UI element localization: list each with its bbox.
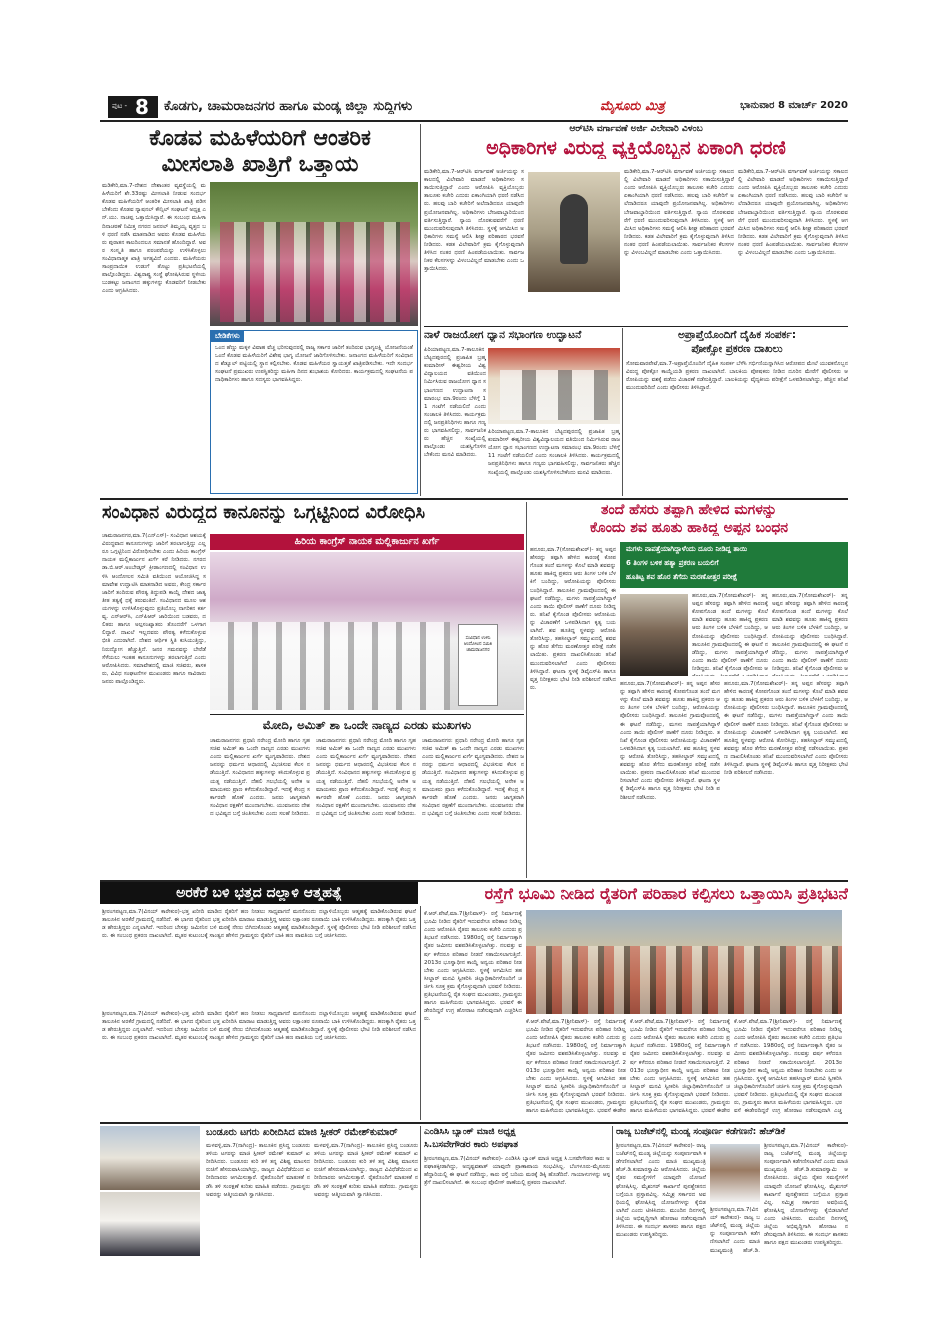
section-title: ಕೊಡಗು, ಚಾಮರಾಜನಗರ ಹಾಗೂ ಮಂಡ್ಯ ಜಿಲ್ಲಾ ಸುದ್ದಿಗಳು (164, 99, 413, 114)
column-divider (526, 502, 527, 878)
demands-body: ಒಂದ ಹೆಣ್ಣು ಮಕ್ಕಳ ವಿವಾಹ ವೆಚ್ಚ ಭರಿಸುವುದರಲ್ಲಿ ರಾಜ್ಯ ಸರ್ಕಾರ ಜಾರಿಗೆ ತಂದಿರುವ ಭಾಗ್ಯಲಕ್ಷ್ಮಿ ಯೋಜನೆಯಂತೆ ಒಂದೆ ಕೊಡವ ಮಹಿಳೆಯರಿಗೆ ವಿಶೇಷ ಭಾಗ್ಯ ಯೋಜನೆ ಜಾರಿಗೊಳಿಸಬೇಕು. ಜನಾಂಗದ ಮಹಿಳೆಯರಿಗೆ ಸಂವಿಧಾನದ ಶೆಡ್ಯೂಲ್ ಪಟ್ಟಿಯಲ್ಲಿ ಸ್ಥಾನ ಕಲ್ಪಿಸಬೇಕು. ಕೊಡವ ಮಹಿಳೆಯರ ಸ್ವಾಯತ್ತತೆ ಖಾತ್ರಿಪಡಿಸಬೇಕು. ಇದೇ ಸಂದರ್ಭ ಸಂಘಟನೆ ಪ್ರಮುಖರು ಉಪಸ್ಥಿತರಿದ್ದು ಮಹಿಳಾ ದಿನದ ಶುಭಾಶಯ ಕೋರಿದರು. ಕಾರ್ಯಕ್ರಮದಲ್ಲಿ ಸಂಘಟನೆಯ ಪದಾಧಿಕಾರಿಗಳು ಹಾಗೂ ಸದಸ್ಯರು ಭಾಗವಹಿಸಿದ್ದರು. (215, 345, 413, 384)
story-hdk-budget (616, 1126, 848, 1258)
story-body-cont: ಮಳವಳ್ಳಿ,ಮಾ.7(ನಾಗಿಂದ್ರ)- ತಾಲೂಕಿನ ಪ್ರಸಿದ್ಧ ಬಂಡೂರು ತಳಿಯ ಟಗರನ್ನು ಮಾಜಿ ಸ್ಪೀಕರ್ ರಮೇಶ್ ಕುಮಾರ್ ಖರೀದಿಸಿದರು. ಬಂಡೂರು ಕುರಿ ತಳಿ ತನ್ನ ವಿಶಿಷ್ಟ ಮಾಂಸದ ರುಚಿಗೆ ಹೆಸರುವಾಸಿಯಾಗಿದ್ದು, ರಾಜ್ಯದ ವಿವಿಧೆಡೆಯಿಂದ ಖರೀದಿದಾರರು ಆಗಮಿಸುತ್ತಾರೆ. ರೈತರೊಂದಿಗೆ ಮಾತುಕತೆ ನಡೆಸಿ ತಳಿ ಸಂರಕ್ಷಣೆ ಕುರಿತು ಮಾಹಿತಿ ಪಡೆದರು. ಗ್ರಾಮಸ್ಥರು ಅವರನ್ನು ಆತ್ಮೀಯವಾಗಿ ಸ್ವಾಗತಿಸಿದರು. (314, 1143, 418, 1198)
story-kicker: ಆರ್‌ಟಿಸಿ ವರ್ಗಾವಣೆ ಅರ್ಜಿ ವಿಲೇವಾರಿ ವಿಳಂಬ (569, 124, 703, 134)
story-rajayoga (424, 328, 620, 496)
story-body-cont2: ಹನೂರು,ಮಾ.7(ಸೋಮಶೇಖರ್)- ತನ್ನ ಅಪ್ಪನ ಹೆಸರನ್ನು ತಪ್ಪಾಗಿ ಹೇಳಿದ ಕಾರಣಕ್ಕೆ ಕೋಪಗೊಂಡ ತಂದೆ ಮಗಳನ್ನು ಕೊಲೆ ಮಾಡಿ ಶವವನ್ನು ಹೂತು ಹಾಕಿದ್ದ ಪ್ರಕರಣ ಆರು ತಿಂಗಳ ಬಳಿಕ ಬೆಳಕಿಗೆ ಬಂದಿದ್ದು, ಆರೋಪಿಯನ್ನು ಪೊಲೀಸರು ಬಂಧಿಸಿದ್ದಾರೆ. ತಾಲೂಕಿನ ಗ್ರಾಮವೊಂದರಲ್ಲಿ ಈ ಘಟನೆ ನಡೆದಿದ್ದು, ಮಗಳು ನಾಪತ್ತೆಯಾಗಿದ್ದಾಳೆ ಎಂದು ತಾಯಿ ಪೊಲೀಸ್ ಠಾಣೆಗೆ ದೂರು ನೀಡಿದ್ದರು. ತನಿಖೆ ಕೈಗೊಂಡ ಪೊಲೀಸರು ಆ (692, 593, 768, 672)
story-body: ಚಾಮರಾಜನಗರ,ಮಾ.7(ಎನ್‌ಎಸ್)- ಸಂವಿಧಾನ ಆಶಯಕ್ಕೆ ವಿರುದ್ಧವಾದ ಕಾನೂನುಗಳನ್ನು ಜಾರಿಗೆ ತರಲಾಗುತ್ತಿದ್ದು ಎಲ್ಲರೂ ಒಗ್ಗಟ್ಟಿನಿಂದ ವಿರೋಧಿಸಬೇಕು ಎಂದು ಹಿರಿಯ ಕಾಂಗ್ರೆಸ್ ನಾಯಕ ಮಲ್ಲಿಕಾರ್ಜುನ ಖರ್ಗೆ ಕರೆ ನೀಡಿದರು. ನಗರದ ಡಾ.ಬಿ.ಆರ್.ಅಂಬೇಡ್ಕರ್ ಕ್ರೀಡಾಂಗಣದಲ್ಲಿ ಸಂವಿಧಾನ ಉಳಿಸಿ ಆಂದೋಲನ ಸಮಿತಿ ವತಿಯಿಂದ ಆಯೋಜಿಸಿದ್ದ ಸಮಾವೇಶ ಉದ್ಘಾಟಿಸಿ ಮಾತನಾಡಿದ ಅವರು, ಕೇಂದ್ರ ಸರ್ಕಾರ ಜಾರಿಗೆ ತಂದಿರುವ ಪೌರತ್ವ ತಿದ್ದುಪಡಿ ಕಾಯ್ದೆ ದೇಶದ ಜಾತ್ಯತೀತ ತತ್ವಕ್ಕೆ ಧಕ್ಕೆ ತರುವಂತಿದೆ. ಸಂವಿಧಾನದ ಮೂಲ ಆಶಯಗಳನ್ನು ಉಳಿಸಿಕೊಳ್ಳುವುದು ಪ್ರತಿಯೊಬ್ಬ ನಾಗರಿಕನ ಕರ್ತವ್ಯ. ಎನ್‌ಆರ್‌ಸಿ, ಎನ್‌ಪಿಆರ್ ಜಾರಿಯಿಂದ ಬಡವರು, ದಲಿತರು ಹಾಗೂ ಅಲ್ಪಸಂಖ್ಯಾತರು ತೊಂದರೆಗೆ ಒಳಗಾಗಲಿದ್ದಾರೆ. ದಾಖಲೆ ಇಲ್ಲದವರು ಪೌರತ್ವ ಕಳೆದುಕೊಳ್ಳುವ ಭೀತಿ ಎದುರಾಗಿದೆ. ದೇಶದ ಆರ್ಥಿಕ ಸ್ಥಿತಿ ಕುಸಿಯುತ್ತಿದ್ದು, ನಿರುದ್ಯೋಗ ಹೆಚ್ಚುತ್ತಿದೆ. ಜನರ ಗಮನವನ್ನು ಬೇರೆಡೆ ಸೆಳೆಯಲು ಇಂತಹ ಕಾನೂನುಗಳನ್ನು ತರಲಾಗುತ್ತಿದೆ ಎಂದು ಆರೋಪಿಸಿದರು. ಸಮಾವೇಶದಲ್ಲಿ ಮಾಜಿ ಸಚಿವರು, ಶಾಸಕರು, ವಿವಿಧ ಸಂಘಟನೆಗಳ ಮುಖಂಡರು ಹಾಗೂ ಸಾವಿರಾರು ಜನರು ಪಾಲ್ಗೊಂಡಿದ್ದರು. (102, 533, 206, 685)
story-headline: ಬಂಡೂರು ಟಗರು ಖರೀದಿಸಿದ ಮಾಜಿ ಸ್ಪೀಕರ್ ರಮೇಶ್‌ಕುಮಾರ್ (206, 1127, 398, 1138)
sub-story-body-cont: ಚಾಮರಾಜನಗರ: ಪ್ರಧಾನಿ ನರೇಂದ್ರ ಮೋದಿ ಹಾಗೂ ಗೃಹ ಸಚಿವ ಅಮಿತ್ ಶಾ ಒಂದೇ ನಾಣ್ಯದ ಎರಡು ಮುಖಗಳು ಎಂದು ಮಲ್ಲಿಕಾರ್ಜುನ ಖರ್ಗೆ ವ್ಯಂಗ್ಯವಾಡಿದರು. ದೇಶದ ಜನರನ್ನು ಧರ್ಮದ ಆಧಾರದಲ್ಲಿ ವಿಭಜಿಸುವ ಕೆಲಸ ನಡೆಯುತ್ತಿದೆ. ಸಂವಿಧಾನದ ಹಕ್ಕುಗಳನ್ನು ಕಸಿದುಕೊಳ್ಳುವ ಪ್ರಯತ್ನ ನಡೆಯುತ್ತಿದೆ. ದೆಹಲಿ ಗಲಭೆಯಲ್ಲಿ ಅನೇಕ ಅಮಾಯಕರು ಪ್ರಾಣ ಕಳೆದುಕೊಂಡಿದ್ದಾರೆ. ಇದಕ್ಕೆ ಕೇಂದ್ರ ಸರ್ಕಾರವೇ ಹೊಣೆ ಎಂದರು. ಜನರು ಜಾಗೃತರಾಗಿ ಸಂವಿಧಾನ ರಕ್ಷಣೆಗೆ ಮುಂದಾಗಬೇಕು. ಯುವಜನರು ದೇಶದ ಭವಿಷ್ಯದ ಬಗ್ಗೆ ಚಿಂತಿಸಬೇಕು ಎಂದು ಸಲಹೆ ನೀಡಿದರು. (316, 738, 416, 817)
photo-figures (220, 222, 410, 322)
sub-story-body: ಚಾಮರಾಜನಗರ: ಪ್ರಧಾನಿ ನರೇಂದ್ರ ಮೋದಿ ಹಾಗೂ ಗೃಹ ಸಚಿವ ಅಮಿತ್ ಶಾ ಒಂದೇ ನಾಣ್ಯದ ಎರಡು ಮುಖಗಳು ಎಂದು ಮಲ್ಲಿಕಾರ್ಜುನ ಖರ್ಗೆ ವ್ಯಂಗ್ಯವಾಡಿದರು. ದೇಶದ ಜನರನ್ನು ಧರ್ಮದ ಆಧಾರದಲ್ಲಿ ವಿಭಜಿಸುವ ಕೆಲಸ ನಡೆಯುತ್ತಿದೆ. ಸಂವಿಧಾನದ ಹಕ್ಕುಗಳನ್ನು ಕಸಿದುಕೊಳ್ಳುವ ಪ್ರಯತ್ನ ನಡೆಯುತ್ತಿದೆ. ದೆಹಲಿ ಗಲಭೆಯಲ್ಲಿ ಅನೇಕ ಅಮಾಯಕರು ಪ್ರಾಣ ಕಳೆದುಕೊಂಡಿದ್ದಾರೆ. ಇದಕ್ಕೆ ಕೇಂದ್ರ ಸರ್ಕಾರವೇ ಹೊಣೆ ಎಂದರು. ಜನರು ಜಾಗೃತರಾಗಿ ಸಂವಿಧಾನ ರಕ್ಷಣೆಗೆ ಮುಂದಾಗಬೇಕು. ಯುವಜನರು ದೇಶದ ಭವಿಷ್ಯದ ಬಗ್ಗೆ ಚಿಂತಿಸಬೇಕು ಎಂದು ಸಲಹೆ ನೀಡಿದರು. (210, 738, 310, 817)
story-body: ಮಡಿಕೇರಿ,ಮಾ.7-ಆರ್‌ಟಿಸಿ ವರ್ಗಾವಣೆ ಅರ್ಜಿಯನ್ನು ಸಕಾಲದಲ್ಲಿ ವಿಲೇವಾರಿ ಮಾಡದೆ ಅಧಿಕಾರಿಗಳು ಸತಾಯಿಸುತ್ತಿದ್ದಾರೆ ಎಂದು ಆರೋಪಿಸಿ ವ್ಯಕ್ತಿಯೊಬ್ಬರು ತಾಲೂಕು ಕಚೇರಿ ಎದುರು ಏಕಾಂಗಿಯಾಗಿ ಧರಣಿ ನಡೆಸಿದರು. ಹಲವು ಬಾರಿ ಕಚೇರಿಗೆ ಅಲೆದಾಡಿದರೂ ಯಾವುದೇ ಪ್ರಯೋಜನವಾಗಿಲ್ಲ. ಅಧಿಕಾರಿಗಳು ಬೇಜವಾಬ್ದಾರಿಯಿಂದ ವರ್ತಿಸುತ್ತಿದ್ದಾರೆ. ನ್ಯಾಯ ದೊರಕುವವರೆಗೆ ಧರಣಿ ಮುಂದುವರಿಸುವುದಾಗಿ ತಿಳಿಸಿದರು. ಸ್ಥಳಕ್ಕೆ ಆಗಮಿಸಿದ ಅಧಿಕಾರಿಗಳು ಸಮಸ್ಯೆ ಆಲಿಸಿ ಶೀಘ್ರ ಪರಿಹಾರದ ಭರವಸೆ ನೀಡಿದರು. ಕಡತ ವಿಲೇವಾರಿಗೆ ಕ್ರಮ ಕೈಗೊಳ್ಳುವುದಾಗಿ ತಿಳಿಸಿದ ನಂತರ ಧರಣಿ ಹಿಂಪಡೆಯಲಾಯಿತು. ಸಾರ್ವಜನಿಕರ ಕೆಲಸಗಳನ್ನು ವಿಳಂಬವಿಲ್ಲದೆ ಮಾಡಬೇಕು ಎಂದು ಒತ್ತಾಯಿಸಿದರು. (424, 169, 524, 273)
podium-sign-line: ಆಂದೋಲನ ಸಮಿತಿ (463, 642, 493, 647)
protest-photo (210, 182, 418, 326)
podium-sign-line: ಚಾಮರಾಜನಗರ (466, 648, 490, 653)
accused-photo (620, 594, 688, 676)
sub-story-box (210, 714, 524, 876)
column-divider (622, 328, 623, 496)
story-constitution (100, 502, 524, 878)
story-headline: ಪೋಕ್ಸೋ ಪ್ರಕರಣ ದಾಖಲು (691, 343, 783, 355)
bullet-point: 6 ತಿಂಗಳ ಬಳಿಕ ಹತ್ಯಾ ಪ್ರಕರಣ ಬಯಲಿಗೆ (626, 559, 719, 567)
story-headline: ಕೊಡವ ಮಹಿಳೆಯರಿಗೆ ಆಂತರಿಕ (149, 126, 371, 151)
demands-box (210, 330, 418, 494)
subhead-bar (210, 534, 524, 550)
sub-story-headline: ಮೋದಿ, ಅಮಿತ್ ಶಾ ಒಂದೇ ನಾಣ್ಯದ ಎರಡು ಮುಖಗಳು (262, 718, 472, 732)
page-label: ಪುಟ - (112, 102, 128, 110)
masthead-rule (100, 120, 848, 122)
sub-story-body-cont2: ಚಾಮರಾಜನಗರ: ಪ್ರಧಾನಿ ನರೇಂದ್ರ ಮೋದಿ ಹಾಗೂ ಗೃಹ ಸಚಿವ ಅಮಿತ್ ಶಾ ಒಂದೇ ನಾಣ್ಯದ ಎರಡು ಮುಖಗಳು ಎಂದು ಮಲ್ಲಿಕಾರ್ಜುನ ಖರ್ಗೆ ವ್ಯಂಗ್ಯವಾಡಿದರು. ದೇಶದ ಜನರನ್ನು ಧರ್ಮದ ಆಧಾರದಲ್ಲಿ ವಿಭಜಿಸುವ ಕೆಲಸ ನಡೆಯುತ್ತಿದೆ. ಸಂವಿಧಾನದ ಹಕ್ಕುಗಳನ್ನು ಕಸಿದುಕೊಳ್ಳುವ ಪ್ರಯತ್ನ ನಡೆಯುತ್ತಿದೆ. ದೆಹಲಿ ಗಲಭೆಯಲ್ಲಿ ಅನೇಕ ಅಮಾಯಕರು ಪ್ರಾಣ ಕಳೆದುಕೊಂಡಿದ್ದಾರೆ. ಇದಕ್ಕೆ ಕೇಂದ್ರ ಸರ್ಕಾರವೇ ಹೊಣೆ ಎಂದರು. ಜನರು ಜಾಗೃತರಾಗಿ ಸಂವಿಧಾನ ರಕ್ಷಣೆಗೆ ಮುಂದಾಗಬೇಕು. ಯುವಜನರು ದೇಶದ ಭವಿಷ್ಯದ ಬಗ್ಗೆ ಚಿಂತಿಸಬೇಕು ಎಂದು ಸಲಹೆ ನೀಡಿದರು. (422, 738, 524, 817)
story-body: ಮಳವಳ್ಳಿ,ಮಾ.7(ನಾಗಿಂದ್ರ)- ತಾಲೂಕಿನ ಪ್ರಸಿದ್ಧ ಬಂಡೂರು ತಳಿಯ ಟಗರನ್ನು ಮಾಜಿ ಸ್ಪೀಕರ್ ರಮೇಶ್ ಕುಮಾರ್ ಖರೀದಿಸಿದರು. ಬಂಡೂರು ಕುರಿ ತಳಿ ತನ್ನ ವಿಶಿಷ್ಟ ಮಾಂಸದ ರುಚಿಗೆ ಹೆಸರುವಾಸಿಯಾಗಿದ್ದು, ರಾಜ್ಯದ ವಿವಿಧೆಡೆಯಿಂದ ಖರೀದಿದಾರರು ಆಗಮಿಸುತ್ತಾರೆ. ರೈತರೊಂದಿಗೆ ಮಾತುಕತೆ ನಡೆಸಿ ತಳಿ ಸಂರಕ್ಷಣೆ ಕುರಿತು ಮಾಹಿತಿ ಪಡೆದರು. ಗ್ರಾಮಸ್ಥರು ಅವರನ್ನು ಆತ್ಮೀಯವಾಗಿ ಸ್ವಾಗತಿಸಿದರು. (206, 1143, 310, 1198)
stage-photo (210, 552, 524, 710)
story-headline: ಸಿ.ಬಸವೇಗೌಡರ ಕಾರು ಅಪಘಾತ (424, 1140, 519, 1150)
story-body: ಹನೂರು,ಮಾ.7(ಸೋಮಶೇಖರ್)- ತನ್ನ ಅಪ್ಪನ ಹೆಸರನ್ನು ತಪ್ಪಾಗಿ ಹೇಳಿದ ಕಾರಣಕ್ಕೆ ಕೋಪಗೊಂಡ ತಂದೆ ಮಗಳನ್ನು ಕೊಲೆ ಮಾಡಿ ಶವವನ್ನು ಹೂತು ಹಾಕಿದ್ದ ಪ್ರಕರಣ ಆರು ತಿಂಗಳ ಬಳಿಕ ಬೆಳಕಿಗೆ ಬಂದಿದ್ದು, ಆರೋಪಿಯನ್ನು ಪೊಲೀಸರು ಬಂಧಿಸಿದ್ದಾರೆ. ತಾಲೂಕಿನ ಗ್ರಾಮವೊಂದರಲ್ಲಿ ಈ ಘಟನೆ ನಡೆದಿದ್ದು, ಮಗಳು ನಾಪತ್ತೆಯಾಗಿದ್ದಾಳೆ ಎಂದು ತಾಯಿ ಪೊಲೀಸ್ ಠಾಣೆಗೆ ದೂರು ನೀಡಿದ್ದರು. ತನಿಖೆ ಕೈಗೊಂಡ ಪೊಲೀಸರು ಆರೋಪಿಯನ್ನು ವಿಚಾರಣೆಗೆ ಒಳಪಡಿಸಿದಾಗ ಕೃತ್ಯ ಬಯಲಾಗಿದೆ. ಶವ ಹೂತಿದ್ದ ಸ್ಥಳವನ್ನು ಆರೋಪಿ ತೋರಿಸಿದ್ದು, ತಹಸೀಲ್ದಾರ್ ಸಮ್ಮುಖದಲ್ಲಿ ಶವವನ್ನು ಹೊರ ತೆಗೆದು ಮರಣೋತ್ತರ ಪರೀಕ್ಷೆ ನಡೆಸಲಾಯಿತು. ಪ್ರಕರಣ ದಾಖಲಿಸಿಕೊಂಡು ತನಿಖೆ ಮುಂದುವರಿಸಲಾಗಿದೆ ಎಂದು ಪೊಲೀಸರು ತಿಳಿಸಿದ್ದಾರೆ. ಘಟನಾ ಸ್ಥಳಕ್ಕೆ ಡಿವೈಎಸ್‌ಪಿ ಹಾಗೂ ವೃತ್ತ ನಿರೀಕ್ಷಕರು ಭೇಟಿ ನೀಡಿ ಪರಿಶೀಲನೆ ನಡೆಸಿದರು. (530, 547, 616, 691)
section-rule (100, 498, 848, 500)
story-headline: ರಸ್ತೆಗೆ ಭೂಮಿ ನೀಡಿದ ರೈತರಿಗೆ ಪರಿಹಾರ ಕಲ್ಪಿಸಲು ಒತ್ತಾಯಿಸಿ ಪ್ರತಿಭಟನೆ (484, 884, 848, 903)
event-photo (488, 348, 620, 424)
story-headline: ಅಧಿಕಾರಿಗಳ ವಿರುದ್ಧ ವ್ಯಕ್ತಿಯೊಬ್ಬನ ಏಕಾಂಗಿ ಧರಣಿ (486, 137, 786, 159)
story-land-compensation (318, 882, 848, 1120)
bullet-point: ಮಗಳು ನಾಪತ್ತೆಯಾಗಿದ್ದಾಳೆಂದು ದೂರು ನೀಡಿದ್ದ ತಾಯಿ (626, 545, 748, 553)
paper-name: ಮೈಸೂರು ಮಿತ್ರ (600, 99, 665, 114)
story-body: ಶ್ರೀರಂಗಪಟ್ಟಣ,ಮಾ.7(ವಿನಯ್ ಕಾರೇಕುರ)- ಎಂಡಿಸಿಸಿ ಬ್ಯಾಂಕ್ ಮಾಜಿ ಅಧ್ಯಕ್ಷ ಸಿ.ಬಸವೇಗೌಡರ ಕಾರು ಅಪಘಾತಕ್ಕೀಡಾಗಿದ್ದು, ಅದೃಷ್ಟವಶಾತ್ ಯಾವುದೇ ಪ್ರಾಣಾಪಾಯ ಸಂಭವಿಸಿಲ್ಲ. ಬೆಂಗಳೂರು-ಮೈಸೂರು ಹೆದ್ದಾರಿಯಲ್ಲಿ ಈ ಘಟನೆ ನಡೆದಿದ್ದು, ಕಾರು ರಸ್ತೆ ಬದಿಯ ಮರಕ್ಕೆ ಡಿಕ್ಕಿ ಹೊಡೆದಿದೆ. ಗಾಯಾಳುಗಳನ್ನು ಆಸ್ಪತ್ರೆಗೆ ದಾಖಲಿಸಲಾಗಿದೆ. ಈ ಸಂಬಂಧ ಪೊಲೀಸ್ ಠಾಣೆಯಲ್ಲಿ ಪ್ರಕರಣ ದಾಖಲಾಗಿದೆ. (424, 1156, 610, 1187)
story-father-arrested (530, 502, 848, 878)
farmers-protest-photo (526, 910, 842, 1014)
page-number: 8 (135, 95, 149, 119)
story-car-accident (424, 1126, 610, 1258)
story-body-cont2: ಶ್ರೀರಂಗಪಟ್ಟಣ,ಮಾ.7(ವಿನಯ್ ಕಾರೇಕುರ)- ರಾಜ್ಯ ಬಜೆಟ್‌ನಲ್ಲಿ ಮಂಡ್ಯ ಜಿಲ್ಲೆಯನ್ನು ಸಂಪೂರ್ಣವಾಗಿ ಕಡೆಗಣಿಸಲಾಗಿದೆ ಎಂದು ಮಾಜಿ ಮುಖ್ಯಮಂತ್ರಿ ಹೆಚ್.ಡಿ.ಕುಮಾರಸ್ವಾಮಿ ಆರೋಪಿಸಿದರು. ಜಿಲ್ಲೆಯ ರೈತರ ಸಮಸ್ಯೆಗಳಿಗೆ ಯಾವುದೇ ಯೋಜನೆ ಘೋಷಿಸಿಲ್ಲ. ಮೈಶುಗರ್ ಕಾರ್ಖಾನೆ ಪುನಶ್ಚೇತನದ ಬಗ್ಗೆಯೂ ಪ್ರಸ್ತಾಪವಿಲ್ಲ. ಸಮ್ಮಿಶ್ರ ಸರ್ಕಾರದ ಅವಧಿಯಲ್ಲಿ ಘೋಷಿಸಿದ್ದ ಯೋಜನೆಗಳನ್ನು ಕೈಬಿಡಲಾಗಿದೆ ಎಂದು ಟೀಕಿಸಿದರು. ಮುಂದಿನ ದಿನಗಳಲ್ಲಿ ಜಿಲ್ಲೆಯ ಅಭಿವೃದ್ಧಿಗಾಗಿ ಹೋರಾಟ ನಡೆಸುವುದಾಗಿ ತಿಳಿಸಿದರು. ಈ ಸಂದರ್ಭ ಶಾಸಕರು ಹಾಗೂ ಪಕ್ಷದ ಮುಖಂಡರು ಉಪಸ್ಥಿತರಿದ್ದರು. (764, 1143, 848, 1247)
story-body-cont2: ಮಡಿಕೇರಿ,ಮಾ.7-ಆರ್‌ಟಿಸಿ ವರ್ಗಾವಣೆ ಅರ್ಜಿಯನ್ನು ಸಕಾಲದಲ್ಲಿ ವಿಲೇವಾರಿ ಮಾಡದೆ ಅಧಿಕಾರಿಗಳು ಸತಾಯಿಸುತ್ತಿದ್ದಾರೆ ಎಂದು ಆರೋಪಿಸಿ ವ್ಯಕ್ತಿಯೊಬ್ಬರು ತಾಲೂಕು ಕಚೇರಿ ಎದುರು ಏಕಾಂಗಿಯಾಗಿ ಧರಣಿ ನಡೆಸಿದರು. ಹಲವು ಬಾರಿ ಕಚೇರಿಗೆ ಅಲೆದಾಡಿದರೂ ಯಾವುದೇ ಪ್ರಯೋಜನವಾಗಿಲ್ಲ. ಅಧಿಕಾರಿಗಳು ಬೇಜವಾಬ್ದಾರಿಯಿಂದ ವರ್ತಿಸುತ್ತಿದ್ದಾರೆ. ನ್ಯಾಯ ದೊರಕುವವರೆಗೆ ಧರಣಿ ಮುಂದುವರಿಸುವುದಾಗಿ ತಿಳಿಸಿದರು. ಸ್ಥಳಕ್ಕೆ ಆಗಮಿಸಿದ ಅಧಿಕಾರಿಗಳು ಸಮಸ್ಯೆ ಆಲಿಸಿ ಶೀಘ್ರ ಪರಿಹಾರದ ಭರವಸೆ ನೀಡಿದರು. ಕಡತ ವಿಲೇವಾರಿಗೆ ಕ್ರಮ ಕೈಗೊಳ್ಳುವುದಾಗಿ ತಿಳಿಸಿದ ನಂತರ ಧರಣಿ ಹಿಂಪಡೆಯಲಾಯಿತು. ಸಾರ್ವಜನಿಕರ ಕೆಲಸಗಳನ್ನು ವಿಳಂಬವಿಲ್ಲದೆ ಮಾಡಬೇಕು ಎಂದು ಒತ್ತಾಯಿಸಿದರು. (738, 169, 848, 257)
story-body-cont4: ಹನೂರು,ಮಾ.7(ಸೋಮಶೇಖರ್)- ತನ್ನ ಅಪ್ಪನ ಹೆಸರನ್ನು ತಪ್ಪಾಗಿ ಹೇಳಿದ ಕಾರಣಕ್ಕೆ ಕೋಪಗೊಂಡ ತಂದೆ ಮಗಳನ್ನು ಕೊಲೆ ಮಾಡಿ ಶವವನ್ನು ಹೂತು ಹಾಕಿದ್ದ ಪ್ರಕರಣ ಆರು ತಿಂಗಳ ಬಳಿಕ ಬೆಳಕಿಗೆ ಬಂದಿದ್ದು, ಆರೋಪಿಯನ್ನು ಪೊಲೀಸರು ಬಂಧಿಸಿದ್ದಾರೆ. ತಾಲೂಕಿನ ಗ್ರಾಮವೊಂದರಲ್ಲಿ ಈ ಘಟನೆ ನಡೆದಿದ್ದು, ಮಗಳು ನಾಪತ್ತೆಯಾಗಿದ್ದಾಳೆ ಎಂದು ತಾಯಿ ಪೊಲೀಸ್ ಠಾಣೆಗೆ ದೂರು ನೀಡಿದ್ದರು. ತನಿಖೆ ಕೈಗೊಂಡ ಪೊಲೀಸರು ಆ (772, 593, 848, 672)
story-body-cont3: ಕೆ.ಆರ್.ಪೇಟೆ,ಮಾ.7(ಶ್ರೀನಿವಾಸ್)- ರಸ್ತೆ ನಿರ್ಮಾಣಕ್ಕೆ ಭೂಮಿ ನೀಡಿದ ರೈತರಿಗೆ ಇದುವರೆಗೂ ಪರಿಹಾರ ನೀಡಿಲ್ಲ ಎಂದು ಆರೋಪಿಸಿ ರೈತರು ತಾಲೂಕು ಕಚೇರಿ ಎದುರು ಪ್ರತಿಭಟನೆ ನಡೆಸಿದರು. 1980ರಲ್ಲಿ ರಸ್ತೆ ನಿರ್ಮಾಣಕ್ಕಾಗಿ ರೈತರ ಜಮೀನು ವಶಪಡಿಸಿಕೊಳ್ಳಲಾಗಿತ್ತು. ನಲವತ್ತು ವರ್ಷ ಕಳೆದರೂ ಪರಿಹಾರ ನೀಡದೆ ಸತಾಯಿಸಲಾಗುತ್ತಿದೆ. 2013ರ ಭೂಸ್ವಾಧೀನ ಕಾಯ್ದೆ ಅನ್ವಯ ಪರಿಹಾರ ನೀಡಬೇಕು ಎಂದು ಆಗ್ರಹಿಸಿದರು. ಸ್ಥಳಕ್ಕೆ ಆಗಮಿಸಿದ ತಹಸೀಲ್ದಾರ್ ಮನವಿ ಸ್ವೀಕರಿಸಿ ಜಿಲ್ಲಾಧಿಕಾರಿಗಳೊಂದಿಗೆ ಚರ್ಚಿಸಿ ಸೂಕ್ತ ಕ್ರಮ ಕೈಗೊಳ್ಳುವುದಾಗಿ ಭರವಸೆ ನೀಡಿದರು. ಪ್ರತಿಭಟನೆಯಲ್ಲಿ ರೈತ ಸಂಘದ ಮುಖಂಡರು, ಗ್ರಾಮಸ್ಥರು ಹಾಗೂ ಮಹಿಳೆಯರು ಭಾಗವಹಿಸಿದ್ದರು. ಭರವಸೆ ಈಡೇರದಿದ್ದರೆ ಉಗ್ರ ಹೋರಾಟ ನಡೆಸುವುದಾಗಿ ಎಚ್ಚ (734, 1019, 842, 1115)
story-body-cont: ಶ್ರೀರಂಗಪಟ್ಟಣ,ಮಾ.7(ವಿನಯ್ ಕಾರೇಕುರ)-ಭತ್ತ ಖರೀದಿ ಮಾಡಿದ ರೈತರಿಗೆ ಹಣ ನೀಡಲು ಸಾಧ್ಯವಾಗದೆ ಮನನೊಂದು ದಲ್ಲಾಳಿಯೊಬ್ಬರು ಆತ್ಮಹತ್ಯೆ ಮಾಡಿಕೊಂಡಿರುವ ಘಟನೆ ತಾಲೂಕಿನ ಅರಕೆರೆ ಗ್ರಾಮದಲ್ಲಿ ನಡೆದಿದೆ. ಈ ಭಾಗದ ರೈತರಿಂದ ಭತ್ತ ಖರೀದಿಸಿ ಮಾರಾಟ ಮಾಡುತ್ತಿದ್ದ ಅವರು ಲಕ್ಷಾಂತರ ರೂಪಾಯಿ ಬಾಕಿ ಉಳಿಸಿಕೊಂಡಿದ್ದರು. ಹಣಕ್ಕಾಗಿ ರೈತರು ಒತ್ತಡ ಹೇರುತ್ತಿದ್ದರು ಎನ್ನಲಾಗಿದೆ. ಇದರಿಂದ ಬೇಸತ್ತು ಜಮೀನಿನ ಬಳಿ ಮರಕ್ಕೆ ನೇಣು ಬಿಗಿದುಕೊಂಡು ಆತ್ಮಹತ್ಯೆ ಮಾಡಿಕೊಂಡಿದ್ದಾರೆ. ಸ್ಥಳಕ್ಕೆ ಪೊಲೀಸರು ಭೇಟಿ ನೀಡಿ ಪರಿಶೀಲನೆ ನಡೆಸಿದರು. ಈ ಸಂಬಂಧ ಪ್ರಕರಣ ದಾಖಲಾಗಿದೆ. ಮೃತರ ಕುಟುಂಬಕ್ಕೆ ಸಾಂತ್ವನ ಹೇಳಿದ ಗ್ರಾಮಸ್ಥರು ರೈತರಿಗೆ ಬಾಕಿ ಹಣ ಪಾವತಿಯ ಬಗ್ಗೆ ಚರ್ಚಿಸಿದರು. (102, 1011, 416, 1042)
story-body-cont3: ಹನೂರು,ಮಾ.7(ಸೋಮಶೇಖರ್)- ತನ್ನ ಅಪ್ಪನ ಹೆಸರನ್ನು ತಪ್ಪಾಗಿ ಹೇಳಿದ ಕಾರಣಕ್ಕೆ ಕೋಪಗೊಂಡ ತಂದೆ ಮಗಳನ್ನು ಕೊಲೆ ಮಾಡಿ ಶವವನ್ನು ಹೂತು ಹಾಕಿದ್ದ ಪ್ರಕರಣ ಆರು ತಿಂಗಳ ಬಳಿಕ ಬೆಳಕಿಗೆ ಬಂದಿದ್ದು, ಆರೋಪಿಯನ್ನು ಪೊಲೀಸರು ಬಂಧಿಸಿದ್ದಾರೆ. ತಾಲೂಕಿನ ಗ್ರಾಮವೊಂದರಲ್ಲಿ ಈ ಘಟನೆ ನಡೆದಿದ್ದು, ಮಗಳು ನಾಪತ್ತೆಯಾಗಿದ್ದಾಳೆ ಎಂದು ತಾಯಿ ಪೊಲೀಸ್ ಠಾಣೆಗೆ ದೂರು ನೀಡಿದ್ದರು. ತನಿಖೆ ಕೈಗೊಂಡ ಪೊಲೀಸರು ಆರೋಪಿಯನ್ನು ವಿಚಾರಣೆಗೆ ಒಳಪಡಿಸಿದಾಗ ಕೃತ್ಯ ಬಯಲಾಗಿದೆ. ಶವ ಹೂತಿದ್ದ ಸ್ಥಳವನ್ನು ಆರೋಪಿ ತೋರಿಸಿದ್ದು, ತಹಸೀಲ್ದಾರ್ ಸಮ್ಮುಖದಲ್ಲಿ ಶವವನ್ನು ಹೊರ ತೆಗೆದು ಮರಣೋತ್ತರ ಪರೀಕ್ಷೆ ನಡೆಸಲಾಯಿತು. ಪ್ರಕರಣ ದಾಖಲಿಸಿಕೊಂಡು ತನಿಖೆ ಮುಂದುವರಿಸಲಾಗಿದೆ ಎಂದು ಪೊಲೀಸರು ತಿಳಿಸಿದ್ದಾರೆ. ಘಟನಾ ಸ್ಥಳಕ್ಕೆ ಡಿವೈಎಸ್‌ಪಿ ಹಾಗೂ ವೃತ್ತ ನಿರೀಕ್ಷಕರು ಭೇಟಿ ನೀಡಿ ಪರಿಶೀಲನೆ ನಡೆಸಿದರು. (724, 681, 848, 777)
story-body-cont: ಹನೂರು,ಮಾ.7(ಸೋಮಶೇಖರ್)- ತನ್ನ ಅಪ್ಪನ ಹೆಸರನ್ನು ತಪ್ಪಾಗಿ ಹೇಳಿದ ಕಾರಣಕ್ಕೆ ಕೋಪಗೊಂಡ ತಂದೆ ಮಗಳನ್ನು ಕೊಲೆ ಮಾಡಿ ಶವವನ್ನು ಹೂತು ಹಾಕಿದ್ದ ಪ್ರಕರಣ ಆರು ತಿಂಗಳ ಬಳಿಕ ಬೆಳಕಿಗೆ ಬಂದಿದ್ದು, ಆರೋಪಿಯನ್ನು ಪೊಲೀಸರು ಬಂಧಿಸಿದ್ದಾರೆ. ತಾಲೂಕಿನ ಗ್ರಾಮವೊಂದರಲ್ಲಿ ಈ ಘಟನೆ ನಡೆದಿದ್ದು, ಮಗಳು ನಾಪತ್ತೆಯಾಗಿದ್ದಾಳೆ ಎಂದು ತಾಯಿ ಪೊಲೀಸ್ ಠಾಣೆಗೆ ದೂರು ನೀಡಿದ್ದರು. ತನಿಖೆ ಕೈಗೊಂಡ ಪೊಲೀಸರು ಆರೋಪಿಯನ್ನು ವಿಚಾರಣೆಗೆ ಒಳಪಡಿಸಿದಾಗ ಕೃತ್ಯ ಬಯಲಾಗಿದೆ. ಶವ ಹೂತಿದ್ದ ಸ್ಥಳವನ್ನು ಆರೋಪಿ ತೋರಿಸಿದ್ದು, ತಹಸೀಲ್ದಾರ್ ಸಮ್ಮುಖದಲ್ಲಿ ಶವವನ್ನು ಹೊರ ತೆಗೆದು ಮರಣೋತ್ತರ ಪರೀಕ್ಷೆ ನಡೆಸಲಾಯಿತು. ಪ್ರಕರಣ ದಾಖಲಿಸಿಕೊಂಡು ತನಿಖೆ ಮುಂದುವರಿಸಲಾಗಿದೆ ಎಂದು ಪೊಲೀಸರು ತಿಳಿಸಿದ್ದಾರೆ. ಘಟನಾ ಸ್ಥಳಕ್ಕೆ ಡಿವೈಎಸ್‌ಪಿ ಹಾಗೂ ವೃತ್ತ ನಿರೀಕ್ಷಕರು ಭೇಟಿ ನೀಡಿ ಪರಿಶೀಲನೆ ನಡೆಸಿದರು. (620, 681, 720, 801)
story-headline: ಎಂಡಿಸಿಸಿ ಬ್ಯಾಂಕ್ ಮಾಜಿ ಅಧ್ಯಕ್ಷ (424, 1127, 516, 1137)
story-body: ಶ್ರೀರಂಗಪಟ್ಟಣ,ಮಾ.7(ವಿನಯ್ ಕಾರೇಕುರ)- ರಾಜ್ಯ ಬಜೆಟ್‌ನಲ್ಲಿ ಮಂಡ್ಯ ಜಿಲ್ಲೆಯನ್ನು ಸಂಪೂರ್ಣವಾಗಿ ಕಡೆಗಣಿಸಲಾಗಿದೆ ಎಂದು ಮಾಜಿ ಮುಖ್ಯಮಂತ್ರಿ ಹೆಚ್.ಡಿ.ಕುಮಾರಸ್ವಾಮಿ ಆರೋಪಿಸಿದರು. ಜಿಲ್ಲೆಯ ರೈತರ ಸಮಸ್ಯೆಗಳಿಗೆ ಯಾವುದೇ ಯೋಜನೆ ಘೋಷಿಸಿಲ್ಲ. ಮೈಶುಗರ್ ಕಾರ್ಖಾನೆ ಪುನಶ್ಚೇತನದ ಬಗ್ಗೆಯೂ ಪ್ರಸ್ತಾಪವಿಲ್ಲ. ಸಮ್ಮಿಶ್ರ ಸರ್ಕಾರದ ಅವಧಿಯಲ್ಲಿ ಘೋಷಿಸಿದ್ದ ಯೋಜನೆಗಳನ್ನು ಕೈಬಿಡಲಾಗಿದೆ ಎಂದು ಟೀಕಿಸಿದರು. ಮುಂದಿನ ದಿನಗಳಲ್ಲಿ ಜಿಲ್ಲೆಯ ಅಭಿವೃದ್ಧಿಗಾಗಿ ಹೋರಾಟ ನಡೆಸುವುದಾಗಿ ತಿಳಿಸಿದರು. ಈ ಸಂದರ್ಭ ಶಾಸಕರು ಹಾಗೂ ಪಕ್ಷದ ಮುಖಂಡರು ಉಪಸ್ಥಿತರಿದ್ದರು. (616, 1143, 706, 1239)
story-headline: ಸಂವಿಧಾನ ವಿರುದ್ಧದ ಕಾನೂನನ್ನು ಒಗ್ಗಟ್ಟಿನಿಂದ ವಿರೋಧಿಸಿ (102, 502, 426, 523)
story-body-cont: ಮಡಿಕೇರಿ,ಮಾ.7-ಆರ್‌ಟಿಸಿ ವರ್ಗಾವಣೆ ಅರ್ಜಿಯನ್ನು ಸಕಾಲದಲ್ಲಿ ವಿಲೇವಾರಿ ಮಾಡದೆ ಅಧಿಕಾರಿಗಳು ಸತಾಯಿಸುತ್ತಿದ್ದಾರೆ ಎಂದು ಆರೋಪಿಸಿ ವ್ಯಕ್ತಿಯೊಬ್ಬರು ತಾಲೂಕು ಕಚೇರಿ ಎದುರು ಏಕಾಂಗಿಯಾಗಿ ಧರಣಿ ನಡೆಸಿದರು. ಹಲವು ಬಾರಿ ಕಚೇರಿಗೆ ಅಲೆದಾಡಿದರೂ ಯಾವುದೇ ಪ್ರಯೋಜನವಾಗಿಲ್ಲ. ಅಧಿಕಾರಿಗಳು ಬೇಜವಾಬ್ದಾರಿಯಿಂದ ವರ್ತಿಸುತ್ತಿದ್ದಾರೆ. ನ್ಯಾಯ ದೊರಕುವವರೆಗೆ ಧರಣಿ ಮುಂದುವರಿಸುವುದಾಗಿ ತಿಳಿಸಿದರು. ಸ್ಥಳಕ್ಕೆ ಆಗಮಿಸಿದ ಅಧಿಕಾರಿಗಳು ಸಮಸ್ಯೆ ಆಲಿಸಿ ಶೀಘ್ರ ಪರಿಹಾರದ ಭರವಸೆ ನೀಡಿದರು. ಕಡತ ವಿಲೇವಾರಿಗೆ ಕ್ರಮ ಕೈಗೊಳ್ಳುವುದಾಗಿ ತಿಳಿಸಿದ ನಂತರ ಧರಣಿ ಹಿಂಪಡೆಯಲಾಯಿತು. ಸಾರ್ವಜನಿಕರ ಕೆಲಸಗಳನ್ನು ವಿಳಂಬವಿಲ್ಲದೆ ಮಾಡಬೇಕು ಎಂದು ಒತ್ತಾಯಿಸಿದರು. (624, 169, 734, 257)
story-body-cont2: ಕೆ.ಆರ್.ಪೇಟೆ,ಮಾ.7(ಶ್ರೀನಿವಾಸ್)- ರಸ್ತೆ ನಿರ್ಮಾಣಕ್ಕೆ ಭೂಮಿ ನೀಡಿದ ರೈತರಿಗೆ ಇದುವರೆಗೂ ಪರಿಹಾರ ನೀಡಿಲ್ಲ ಎಂದು ಆರೋಪಿಸಿ ರೈತರು ತಾಲೂಕು ಕಚೇರಿ ಎದುರು ಪ್ರತಿಭಟನೆ ನಡೆಸಿದರು. 1980ರಲ್ಲಿ ರಸ್ತೆ ನಿರ್ಮಾಣಕ್ಕಾಗಿ ರೈತರ ಜಮೀನು ವಶಪಡಿಸಿಕೊಳ್ಳಲಾಗಿತ್ತು. ನಲವತ್ತು ವರ್ಷ ಕಳೆದರೂ ಪರಿಹಾರ ನೀಡದೆ ಸತಾಯಿಸಲಾಗುತ್ತಿದೆ. 2013ರ ಭೂಸ್ವಾಧೀನ ಕಾಯ್ದೆ ಅನ್ವಯ ಪರಿಹಾರ ನೀಡಬೇಕು ಎಂದು ಆಗ್ರಹಿಸಿದರು. ಸ್ಥಳಕ್ಕೆ ಆಗಮಿಸಿದ ತಹಸೀಲ್ದಾರ್ ಮನವಿ ಸ್ವೀಕರಿಸಿ ಜಿಲ್ಲಾಧಿಕಾರಿಗಳೊಂದಿಗೆ ಚರ್ಚಿಸಿ ಸೂಕ್ತ ಕ್ರಮ ಕೈಗೊಳ್ಳುವುದಾಗಿ ಭರವಸೆ ನೀಡಿದರು. ಪ್ರತಿಭಟನೆಯಲ್ಲಿ ರೈತ ಸಂಘದ ಮುಖಂಡರು, ಗ್ರಾಮಸ್ಥರು ಹಾಗೂ ಮಹಿಳೆಯರು ಭಾಗವಹಿಸಿದ್ದರು. ಭರವಸೆ ಈಡೇರ (630, 1019, 730, 1115)
podium-sign-line: ಸಂವಿಧಾನ ಉಳಿಸಿ (465, 636, 491, 641)
story-headline: ಅರಕೆರೆ ಬಳಿ ಭತ್ತದ ದಲ್ಲಾಳಿ ಆತ್ಮಹತ್ಯೆ (176, 885, 342, 901)
issue-date: ಭಾನುವಾರ 8 ಮಾರ್ಚ್ 2020 (740, 100, 848, 111)
story-lone-protest (424, 124, 848, 324)
story-body-cont: ಶ್ರೀರಂಗಪಟ್ಟಣ,ಮಾ.7(ವಿನಯ್ ಕಾರೇಕುರ)- ರಾಜ್ಯ ಬಜೆಟ್‌ನಲ್ಲಿ ಮಂಡ್ಯ ಜಿಲ್ಲೆಯನ್ನು ಸಂಪೂರ್ಣವಾಗಿ ಕಡೆಗಣಿಸಲಾಗಿದೆ ಎಂದು ಮಾಜಿ ಮುಖ್ಯಮಂತ್ರಿ ಹೆಚ್.ಡಿ. (710, 1207, 760, 1254)
story-kodava-women (100, 124, 418, 496)
story-headline: ಅಪ್ರಾಪ್ತೆಯೊಂದಿಗೆ ದೈಹಿಕ ಸಂಪರ್ಕ: (677, 329, 797, 341)
story-body: ಕೆ.ಆರ್.ಪೇಟೆ,ಮಾ.7(ಶ್ರೀನಿವಾಸ್)- ರಸ್ತೆ ನಿರ್ಮಾಣಕ್ಕೆ ಭೂಮಿ ನೀಡಿದ ರೈತರಿಗೆ ಇದುವರೆಗೂ ಪರಿಹಾರ ನೀಡಿಲ್ಲ ಎಂದು ಆರೋಪಿಸಿ ರೈತರು ತಾಲೂಕು ಕಚೇರಿ ಎದುರು ಪ್ರತಿಭಟನೆ ನಡೆಸಿದರು. 1980ರಲ್ಲಿ ರಸ್ತೆ ನಿರ್ಮಾಣಕ್ಕಾಗಿ ರೈತರ ಜಮೀನು ವಶಪಡಿಸಿಕೊಳ್ಳಲಾಗಿತ್ತು. ನಲವತ್ತು ವರ್ಷ ಕಳೆದರೂ ಪರಿಹಾರ ನೀಡದೆ ಸತಾಯಿಸಲಾಗುತ್ತಿದೆ. 2013ರ ಭೂಸ್ವಾಧೀನ ಕಾಯ್ದೆ ಅನ್ವಯ ಪರಿಹಾರ ನೀಡಬೇಕು ಎಂದು ಆಗ್ರಹಿಸಿದರು. ಸ್ಥಳಕ್ಕೆ ಆಗಮಿಸಿದ ತಹಸೀಲ್ದಾರ್ ಮನವಿ ಸ್ವೀಕರಿಸಿ ಜಿಲ್ಲಾಧಿಕಾರಿಗಳೊಂದಿಗೆ ಚರ್ಚಿಸಿ ಸೂಕ್ತ ಕ್ರಮ ಕೈಗೊಳ್ಳುವುದಾಗಿ ಭರವಸೆ ನೀಡಿದರು. ಪ್ರತಿಭಟನೆಯಲ್ಲಿ ರೈತ ಸಂಘದ ಮುಖಂಡರು, ಗ್ರಾಮಸ್ಥರು ಹಾಗೂ ಮಹಿಳೆಯರು ಭಾಗವಹಿಸಿದ್ದರು. ಭರವಸೆ ಈಡೇರದಿದ್ದರೆ ಉಗ್ರ ಹೋರಾಟ ನಡೆಸುವುದಾಗಿ ಎಚ್ಚರಿಸಿದರು. (424, 911, 522, 1023)
story-body: ಪಿರಿಯಾಪಟ್ಟಣ,ಮಾ.7-ತಾಲೂಕಿನ ಬೆಟ್ಟದಪುರದಲ್ಲಿ ಪ್ರಜಾಪಿತ ಬ್ರಹ್ಮಕುಮಾರೀಸ್ ಈಶ್ವರೀಯ ವಿಶ್ವವಿದ್ಯಾಲಯದ ವತಿಯಿಂದ ನಿರ್ಮಿಸಿರುವ ರಾಜಯೋಗ ಧ್ಯಾನ ಸಭಾಂಗಣದ ಉದ್ಘಾಟನಾ ಸಮಾರಂಭ ಮಾ.9ರಂದು ಬೆಳಿಗ್ಗೆ 11 ಗಂಟೆಗೆ ನಡೆಯಲಿದೆ ಎಂದು ಸಂಚಾಲಕಿ ತಿಳಿಸಿದರು. ಕಾರ್ಯಕ್ರಮದಲ್ಲಿ ಜನಪ್ರತಿನಿಧಿಗಳು ಹಾಗೂ ಗಣ್ಯರು ಭಾಗವಹಿಸಲಿದ್ದು, ಸಾರ್ವಜನಿಕರು ಹೆಚ್ಚಿನ ಸಂಖ್ಯೆಯಲ್ಲಿ ಪಾಲ್ಗೊಂಡು ಯಶಸ್ವಿಗೊಳಿಸಬೇಕೆಂದು ಮನವಿ ಮಾಡಿದರು. (424, 347, 486, 459)
photo-crowd (210, 622, 450, 710)
column-divider (420, 124, 421, 496)
bullet-box (620, 542, 848, 588)
masthead (100, 96, 848, 120)
hdk-photo (710, 1144, 760, 1202)
story-headline: ನಾಳೆ ರಾಜಯೋಗ ಧ್ಯಾನ ಸಭಾಂಗಣ ಉದ್ಘಾಟನೆ (424, 329, 582, 341)
photo-person (560, 194, 588, 264)
story-headline: ಕೊಂದು ಶವ ಹೂತು ಹಾಕಿದ್ದ ಅಪ್ಪನ ಬಂಧನ (589, 520, 789, 536)
story-body-cont: ಕೆ.ಆರ್.ಪೇಟೆ,ಮಾ.7(ಶ್ರೀನಿವಾಸ್)- ರಸ್ತೆ ನಿರ್ಮಾಣಕ್ಕೆ ಭೂಮಿ ನೀಡಿದ ರೈತರಿಗೆ ಇದುವರೆಗೂ ಪರಿಹಾರ ನೀಡಿಲ್ಲ ಎಂದು ಆರೋಪಿಸಿ ರೈತರು ತಾಲೂಕು ಕಚೇರಿ ಎದುರು ಪ್ರತಿಭಟನೆ ನಡೆಸಿದರು. 1980ರಲ್ಲಿ ರಸ್ತೆ ನಿರ್ಮಾಣಕ್ಕಾಗಿ ರೈತರ ಜಮೀನು ವಶಪಡಿಸಿಕೊಳ್ಳಲಾಗಿತ್ತು. ನಲವತ್ತು ವರ್ಷ ಕಳೆದರೂ ಪರಿಹಾರ ನೀಡದೆ ಸತಾಯಿಸಲಾಗುತ್ತಿದೆ. 2013ರ ಭೂಸ್ವಾಧೀನ ಕಾಯ್ದೆ ಅನ್ವಯ ಪರಿಹಾರ ನೀಡಬೇಕು ಎಂದು ಆಗ್ರಹಿಸಿದರು. ಸ್ಥಳಕ್ಕೆ ಆಗಮಿಸಿದ ತಹಸೀಲ್ದಾರ್ ಮನವಿ ಸ್ವೀಕರಿಸಿ ಜಿಲ್ಲಾಧಿಕಾರಿಗಳೊಂದಿಗೆ ಚರ್ಚಿಸಿ ಸೂಕ್ತ ಕ್ರಮ ಕೈಗೊಳ್ಳುವುದಾಗಿ ಭರವಸೆ ನೀಡಿದರು. ಪ್ರತಿಭಟನೆಯಲ್ಲಿ ರೈತ ಸಂಘದ ಮುಖಂಡರು, ಗ್ರಾಮಸ್ಥರು ಹಾಗೂ ಮಹಿಳೆಯರು ಭಾಗವಹಿಸಿದ್ದರು. ಭರವಸೆ ಈಡೇರ (526, 1019, 626, 1115)
photo-people (500, 370, 608, 420)
story-headline: ರಾಜ್ಯ ಬಜೆಟ್‌ನಲ್ಲಿ ಮಂಡ್ಯ ಸಂಪೂರ್ಣ ಕಡೆಗಣನೆ: ಹೆಚ್‌ಡಿಕೆ (616, 1127, 786, 1137)
story-headline: ಮೀಸಲಾತಿ ಖಾತ್ರಿಗೆ ಒತ್ತಾಯ (161, 152, 359, 177)
sheep-photo-top (100, 1126, 200, 1190)
story-headline: ತಂದೆ ಹೆಸರು ತಪ್ಪಾಗಿ ಹೇಳಿದ ಮಗಳನ್ನು (601, 502, 777, 518)
section-rule (424, 326, 848, 327)
story-pocso (626, 328, 848, 496)
section-rule (100, 1122, 848, 1124)
protester-photo (528, 172, 620, 292)
subhead: ಹಿರಿಯ ಕಾಂಗ್ರೆಸ್ ನಾಯಕ ಮಲ್ಲಿಕಾರ್ಜುನ ಖರ್ಗೆ (294, 536, 440, 547)
photo-crowd (526, 946, 842, 1014)
demands-label: ಬೇಡಿಕೆಗಳು (211, 331, 244, 342)
podium (458, 624, 498, 706)
story-body: ಮಡಿಕೇರಿ,ಮಾ.7-ದೇಶದ ದೇಶಾಂತರ ವ್ಯವಸ್ಥೆಯಲ್ಲಿ ಮಹಿಳೆಯರಿಗೆ ಶೇ.33ರಷ್ಟು ಮೀಸಲಾತಿ ನೀಡುವ ಸಂದರ್ಭ ಕೊಡವ ಮಹಿಳೆಯರಿಗೆ ಆಂತರಿಕ ಮೀಸಲಾತಿ ಖಾತ್ರಿ ಪಡಿಸಬೇಕೆಂದು ಕೊಡವ ನ್ಯಾಷನಲ್ ಕೌನ್ಸಿಲ್ ಸಂಘಟನೆ ಅಧ್ಯಕ್ಷ ಎನ್.ಯು. ನಾಚಪ್ಪ ಒತ್ತಾಯಿಸಿದ್ದಾರೆ. ಈ ಸಂಬಂಧ ಮಹಿಳಾ ದಿನಾಚರಣೆ ನಿಮಿತ್ತ ನಗರದ ಜನರಲ್ ತಿಮ್ಮಯ್ಯ ವೃತ್ತದ ಬಳಿ ಧರಣಿ ನಡೆಸಿ ಮಾತನಾಡಿದ ಅವರು ಕೊಡವ ಮಹಿಳೆಯರು ಪುರಾತನ ಕಾಲದಿಂದಲೂ ಸಮಾನತೆ ಹೊಂದಿದ್ದಾರೆ. ಅವರ ಸಂಸ್ಕೃತಿ ಹಾಗೂ ಪರಂಪರೆಯನ್ನು ಉಳಿಸಿಕೊಳ್ಳಲು ಸಂವಿಧಾನಾತ್ಮಕ ಖಾತ್ರಿ ಅಗತ್ಯವಿದೆ ಎಂದರು. ಮಹಿಳೆಯರು ಸಾಂಪ್ರದಾಯಿಕ ಉಡುಗೆ ತೊಟ್ಟು ಪ್ರತಿಭಟನೆಯಲ್ಲಿ ಪಾಲ್ಗೊಂಡಿದ್ದರು. ವಿಶ್ವರಾಷ್ಟ್ರ ಸಂಸ್ಥೆ ಘೋಷಿಸಿರುವ ಸ್ಥಳೀಯ ಬುಡಕಟ್ಟು ಜನಾಂಗದ ಹಕ್ಕುಗಳನ್ನು ಕೊಡವರಿಗೆ ನೀಡಬೇಕು ಎಂದು ಆಗ್ರಹಿಸಿದರು. (102, 183, 206, 295)
column-divider (420, 1126, 421, 1258)
story-bandur-sheep (100, 1126, 418, 1258)
page-number-block (108, 96, 158, 118)
story-body: ಸೋಮವಾರಪೇಟೆ,ಮಾ.7-ಅಪ್ರಾಪ್ತೆಯೊಂದಿಗೆ ದೈಹಿಕ ಸಂಪರ್ಕ ಬೆಳೆಸಿ ಗರ್ಭಿಣಿಯನ್ನಾಗಿಸಿದ ಆರೋಪದ ಮೇಲೆ ಯುವಕನೊಬ್ಬನ ವಿರುದ್ಧ ಪೋಕ್ಸೋ ಕಾಯ್ದೆಯಡಿ ಪ್ರಕರಣ ದಾಖಲಾಗಿದೆ. ಬಾಲಕಿಯ ಪೋಷಕರು ನೀಡಿದ ದೂರಿನ ಮೇರೆಗೆ ಪೊಲೀಸರು ಆರೋಪಿಯನ್ನು ವಶಕ್ಕೆ ಪಡೆದು ವಿಚಾರಣೆ ನಡೆಸುತ್ತಿದ್ದಾರೆ. ಬಾಲಕಿಯನ್ನು ವೈದ್ಯಕೀಯ ಪರೀಕ್ಷೆಗೆ ಒಳಪಡಿಸಲಾಗಿದ್ದು, ಹೆಚ್ಚಿನ ತನಿಖೆ ಮುಂದುವರಿದಿದೆ ಎಂದು ಪೊಲೀಸರು ತಿಳಿಸಿದ್ದಾರೆ. (626, 361, 848, 392)
sheep-photo-bottom (100, 1192, 200, 1256)
column-divider (612, 1126, 613, 1258)
story-body: ಶ್ರೀರಂಗಪಟ್ಟಣ,ಮಾ.7(ವಿನಯ್ ಕಾರೇಕುರ)-ಭತ್ತ ಖರೀದಿ ಮಾಡಿದ ರೈತರಿಗೆ ಹಣ ನೀಡಲು ಸಾಧ್ಯವಾಗದೆ ಮನನೊಂದು ದಲ್ಲಾಳಿಯೊಬ್ಬರು ಆತ್ಮಹತ್ಯೆ ಮಾಡಿಕೊಂಡಿರುವ ಘಟನೆ ತಾಲೂಕಿನ ಅರಕೆರೆ ಗ್ರಾಮದಲ್ಲಿ ನಡೆದಿದೆ. ಈ ಭಾಗದ ರೈತರಿಂದ ಭತ್ತ ಖರೀದಿಸಿ ಮಾರಾಟ ಮಾಡುತ್ತಿದ್ದ ಅವರು ಲಕ್ಷಾಂತರ ರೂಪಾಯಿ ಬಾಕಿ ಉಳಿಸಿಕೊಂಡಿದ್ದರು. ಹಣಕ್ಕಾಗಿ ರೈತರು ಒತ್ತಡ ಹೇರುತ್ತಿದ್ದರು ಎನ್ನಲಾಗಿದೆ. ಇದರಿಂದ ಬೇಸತ್ತು ಜಮೀನಿನ ಬಳಿ ಮರಕ್ಕೆ ನೇಣು ಬಿಗಿದುಕೊಂಡು ಆತ್ಮಹತ್ಯೆ ಮಾಡಿಕೊಂಡಿದ್ದಾರೆ. ಸ್ಥಳಕ್ಕೆ ಪೊಲೀಸರು ಭೇಟಿ ನೀಡಿ ಪರಿಶೀಲನೆ ನಡೆಸಿದರು. ಈ ಸಂಬಂಧ ಪ್ರಕರಣ ದಾಖಲಾಗಿದೆ. ಮೃತರ ಕುಟುಂಬಕ್ಕೆ ಸಾಂತ್ವನ ಹೇಳಿದ ಗ್ರಾಮಸ್ಥರು ರೈತರಿಗೆ ಬಾಕಿ ಹಣ ಪಾವತಿಯ ಬಗ್ಗೆ ಚರ್ಚಿಸಿದರು. (102, 909, 416, 940)
bullet-point: ಹೂತಿಟ್ಟ ಶವ ಹೊರ ತೆಗೆದು ಮರಣೋತ್ತರ ಪರೀಕ್ಷೆ (626, 573, 738, 581)
story-body-cont: ಪಿರಿಯಾಪಟ್ಟಣ,ಮಾ.7-ತಾಲೂಕಿನ ಬೆಟ್ಟದಪುರದಲ್ಲಿ ಪ್ರಜಾಪಿತ ಬ್ರಹ್ಮಕುಮಾರೀಸ್ ಈಶ್ವರೀಯ ವಿಶ್ವವಿದ್ಯಾಲಯದ ವತಿಯಿಂದ ನಿರ್ಮಿಸಿರುವ ರಾಜಯೋಗ ಧ್ಯಾನ ಸಭಾಂಗಣದ ಉದ್ಘಾಟನಾ ಸಮಾರಂಭ ಮಾ.9ರಂದು ಬೆಳಿಗ್ಗೆ 11 ಗಂಟೆಗೆ ನಡೆಯಲಿದೆ ಎಂದು ಸಂಚಾಲಕಿ ತಿಳಿಸಿದರು. ಕಾರ್ಯಕ್ರಮದಲ್ಲಿ ಜನಪ್ರತಿನಿಧಿಗಳು ಹಾಗೂ ಗಣ್ಯರು ಭಾಗವಹಿಸಲಿದ್ದು, ಸಾರ್ವಜನಿಕರು ಹೆಚ್ಚಿನ ಸಂಖ್ಯೆಯಲ್ಲಿ ಪಾಲ್ಗೊಂಡು ಯಶಸ್ವಿಗೊಳಿಸಬೇಕೆಂದು ಮನವಿ ಮಾಡಿದರು. (488, 429, 620, 476)
